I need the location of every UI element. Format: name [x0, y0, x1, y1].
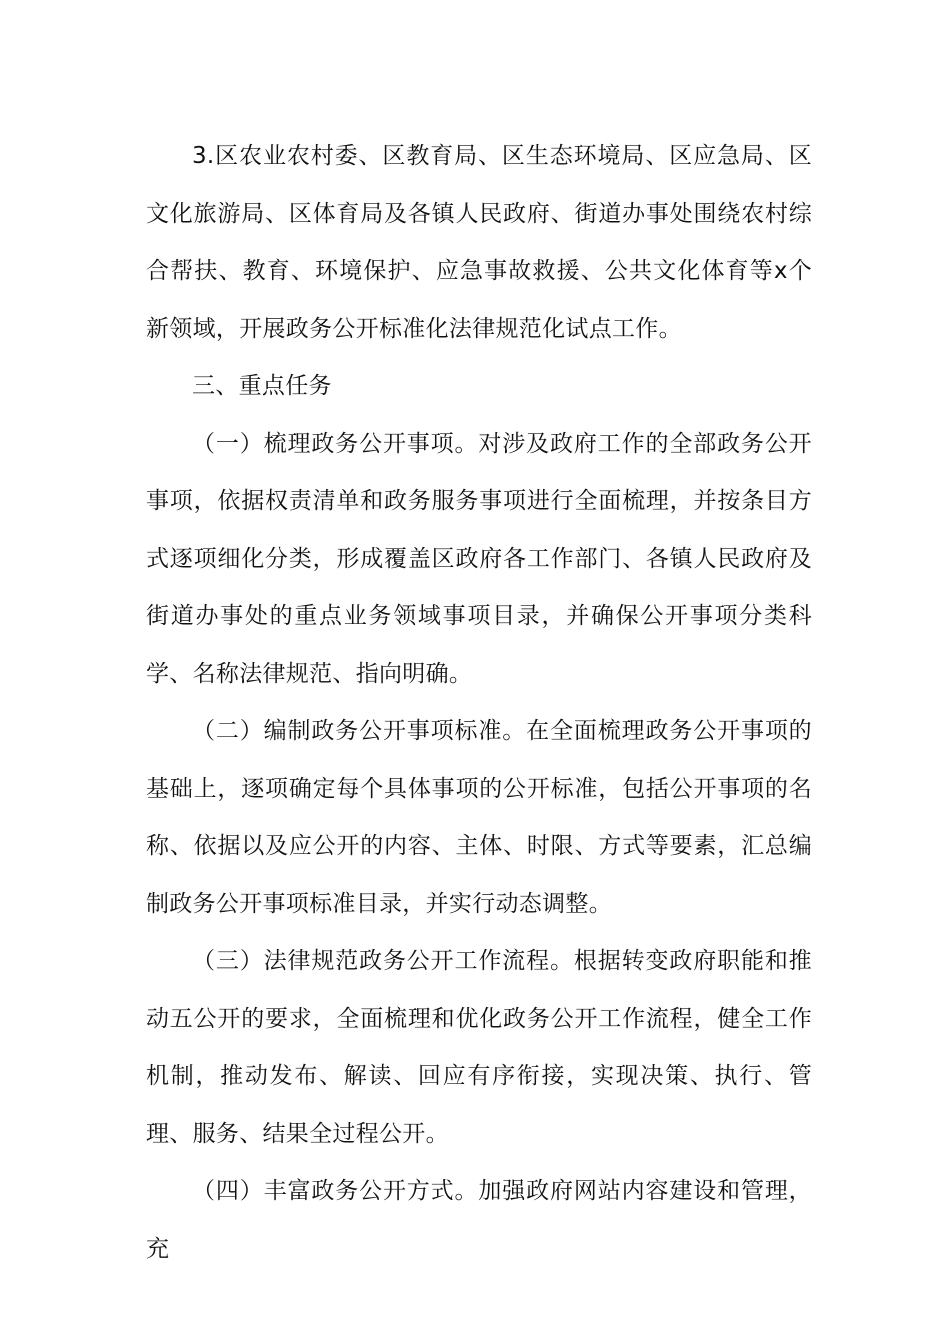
paragraph-pilot-departments: 3.区农业农村委、区教育局、区生态环境局、区应急局、区文化旅游局、区体育局及各镇人民政府、街道办事处围绕农村综合帮扶、教育、环境保护、应急事故救援、公共文化体育等x个新领域，开展政务公开标准化法律规范化试点工作。 [146, 143, 812, 342]
paragraph-task-2: （二）编制政务公开事项标准。在全面梳理政务公开事项的基础上，逐项确定每个具体事项的公开标准，包括公开事项的名称、依据以及应公开的内容、主体、时限、方式等要素，汇总编制政务公开事项标准目录，并实行动态调整。 [146, 718, 812, 917]
paragraph-task-4: （四）丰富政务公开方式。加强政府网站内容建设和管理，充 [146, 1178, 812, 1262]
section-heading-key-tasks: 三、重点任务 [192, 373, 332, 399]
paragraph-task-3: （三）法律规范政务公开工作流程。根据转变政府职能和推动五公开的要求，全面梳理和优化政务公开工作流程，健全工作机制，推动发布、解读、回应有序衔接，实现决策、执行、管理、服务、结果全过程公开。 [146, 948, 812, 1147]
document-body [146, 128, 812, 1278]
paragraph-task-1: （一）梳理政务公开事项。对涉及政府工作的全部政务公开事项，依据权责清单和政务服务事项进行全面梳理，并按条目方式逐项细化分类，形成覆盖区政府各工作部门、各镇人民政府及街道办事处的重点业务领域事项目录，并确保公开事项分类科学、名称法律规范、指向明确。 [146, 430, 812, 687]
